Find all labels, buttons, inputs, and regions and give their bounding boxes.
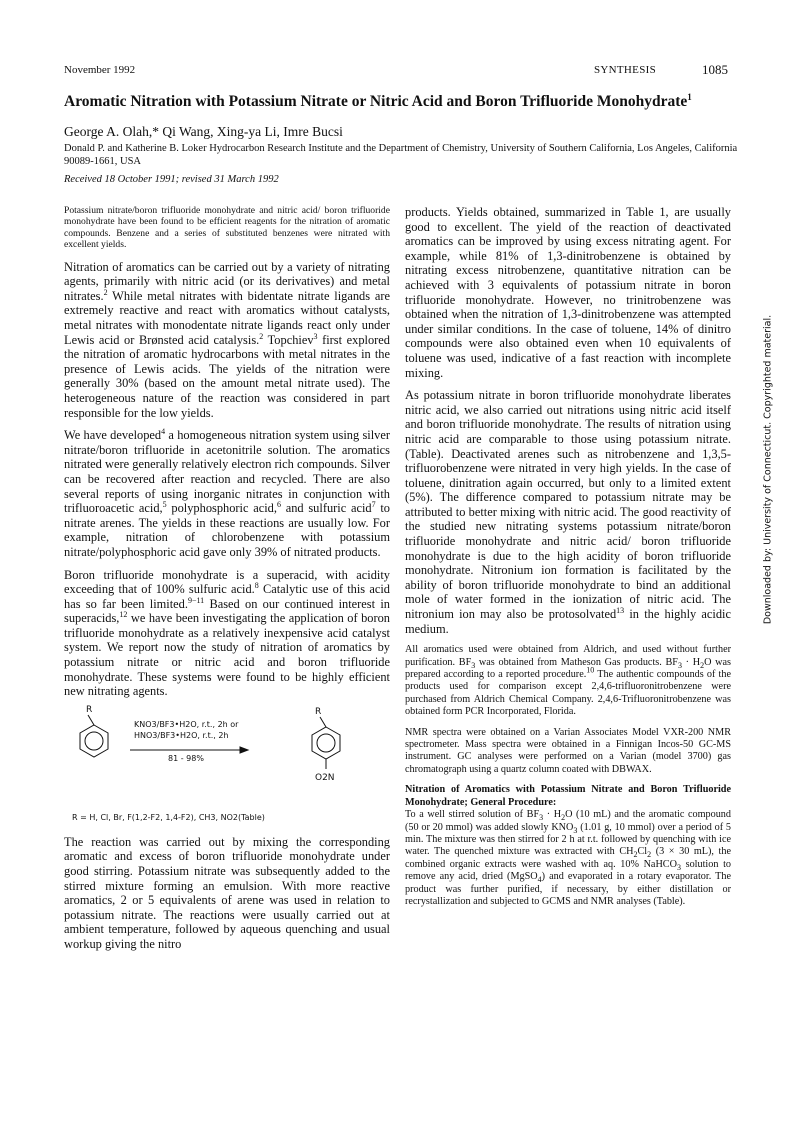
header-date: November 1992 [64, 64, 136, 76]
experimental-instruments: NMR spectra were obtained on a Varian Associates Model VXR-200 NMR spectrometer. Mass spectra were obtained in a Finnigan Incos-50 GC-MS instrument. GC analyses were performed on a Varian (model 3700) gas chromatograph using a quartz column coated with DBWAX. [405, 726, 731, 775]
body-paragraph: As potassium nitrate in boron trifluoride monohydrate liberates nitric acid, we also carried out nitrations using nitric acid itself and boron trifluoride monohydrate. The results of nitration using nitric acid are comparable to those using potassium nitrate. (Table). Deactivated arenes such as nitrobenzene and 1,3,5-trifluorobenzene were nitrated in very high yields. In the case of toluene, dinitration again occurred, but only to a limited extent (5%). The difference compared to potassium nitrate may be attributed to better mixing with nitric acid. The good reactivity of the studied new nitrating systems potassium nitrate/boron trifluoride monohydrate and nitric acid/ boron trifluoride monohydrate is due to the high acidity of boron trifluoride monohydrate. Nitronium ion formation is facilitated by the ability of boron trifluoride monohydrate to bind an additional mole of water formed in the ionization of nitric acid. The nitronium ion may also be protosolvated$^{13}$ in the highly acidic medium. [405, 388, 731, 636]
header-journal: SYNTHESIS [594, 64, 656, 76]
reaction-scheme [64, 704, 390, 827]
substituent-list: R = H, Cl, Br, F(1,2-F2, 1,4-F2), CH3, NO2(Table) [72, 812, 265, 822]
condition-line-1: KNO3/BF3•H2O, r.t., 2h or [134, 719, 239, 729]
header-page-number: 1085 [702, 62, 728, 77]
download-notice: Downloaded by: University of Connecticut. Copyrighted material. [762, 314, 774, 625]
general-procedure: Nitration of Aromatics with Potassium Nitrate and Boron Trifluoride Monohydrate; General Procedure: To a well stirred solution of $BF_3 \cdot H_2O$ (10 mL) and the aromatic compound (50 or 20 mmol) was added slowly $KNO_3$ (1.01 g, 10 mmol) over a period of 5 min. The mixture was then stirred for 2 h at r.t. followed by quenching with ice water. The quenched mixture was extracted with $CH_2Cl_2$ (3 × 30 mL), the combined organic extracts were washed with aq. 10% NaHCO$_3$ solution to remove any acid, dried (MgSO$_4$) and evaporated in a rotary evaporator. The product was further purified, if necessary, by either distillation or recrystallization and subjected to GCMS and NMR analyses (Table). [405, 784, 732, 907]
article-title: Aromatic Nitration with Potassium Nitrate or Nitric Acid and Boron Trifluoride Monohydrate$^1$ [64, 91, 692, 110]
left-column [64, 205, 390, 960]
body-paragraph: The reaction was carried out by mixing the corresponding aromatic and excess of boron trifluoride monohydrate under good stirring. Potassium nitrate was subsequently added to the stirred mixture forming an emulsion. With more reactive aromatics, 2 or 5 equivalents of arene was used in relation to potassium nitrate. The reactions were usually carried out at ambient temperature, followed by aqueous quenching and usual workup giving the nitro [64, 834, 390, 951]
substituent-r-product: R [315, 706, 322, 717]
abstract: Potassium nitrate/boron trifluoride monohydrate and nitric acid/ boron trifluoride monohydrate have been found to be efficient reagents for the nitration of aromatic compounds. Benzene and a series of substituted benzenes were nitrated with excellent yields. [64, 205, 390, 251]
body-paragraph: products. Yields obtained, summarized in Table 1, are usually good to excellent. The yield of the reaction of deactivated aromatics can be improved by using excess nitrating agent. For example, while 81% of 1,3-dinitrobenzene is obtained by nitrating excess nitrobenzene, quantitative nitration can be achieved with 3 equivalents of potassium nitrate in boron trifluoride monohydrate. However, no trinitrobenzene was obtained when the nitration of 1,3-dinitrobenzene was attempted under similar conditions. In the case of toluene, 14% of dinitro compounds were also obtained even when 10 equivalents of toluene was used, indicative of a fast reaction with incomplete mixing. [405, 205, 731, 380]
nitro-group-label: O2N [315, 772, 335, 783]
experimental-materials: All aromatics used were obtained from Aldrich, and used without further purification. $BF_3$ was obtained from Matheson Gas products. $BF_3 \cdot H_2O$ was prepared according to a reported procedure.$^{10}$ The authentic compounds of the products used for comparison except 2,4,6-trifluoronitrobenzene were purchased from Aldrich Chemical Company. 2,4,6-Trifluoronitrobenzene was obtained form PCR Incorporated, Florida. [405, 644, 732, 718]
affiliation: Donald P. and Katherine B. Loker Hydrocarbon Research Institute and the Department of Chemistry, University of Southern California, Los Angeles, California 90089-1661, USA [64, 143, 738, 167]
right-column [405, 205, 731, 916]
body-paragraph: Nitration of aromatics can be carried out by a variety of nitrating agents, primarily with nitric acid (or its derivatives) and metal nitrates.$^2$ While metal nitrates with bidentate nitrate ligands are extremely reactive and react with aromatics without catalysts, metal nitrates with monodentate nitrate ligands react only under Lewis acid or Brønsted acid catalysis.$^2$ Topchiev$^3$ first explored the nitration of aromatic hydrocarbons with metal nitrates in the presence of Lewis acids. The yields of the nitration were generally 30% (based on the amount metal nitrate used). The heterogeneous nature of the reaction was considered in part responsible for the low yields. [64, 259, 390, 420]
authors: George A. Olah,* Qi Wang, Xing-ya Li, Imre Bucsi [64, 124, 343, 139]
body-paragraph: Boron trifluoride monohydrate is a superacid, with acidity exceeding that of 100% sulfuric acid.$^8$ Catalytic use of this acid has so far been limited.$^{9-11}$ Based on our continued interest in superacids,$^{12}$ we have been investigating the application of boron trifluoride monohydrate as a relatively inexpensive acid catalyst system. We report now the study of nitration of aromatics by potassium nitrate or nitric acid and boron trifluoride monohydrate. These systems were found to be highly efficient new nitrating agents. [64, 567, 390, 699]
received-dates: Received 18 October 1991; revised 31 March 1992 [64, 174, 279, 185]
yield-range: 81 - 98% [168, 753, 204, 763]
condition-line-2: HNO3/BF3•H2O, r.t., 2h [134, 730, 229, 740]
substituent-r-reactant: R [86, 704, 93, 715]
body-paragraph: We have developed$^4$ a homogeneous nitration system using silver nitrate/boron trifluoride in acetonitrile solution. The aromatics nitrated were generally relatively electron rich compounds. Silver can be recovered after reaction and recycled. There are also several reports of using inorganic nitrates in conjunction with trifluoroacetic acid,$^5$ polyphosphoric acid,$^6$ and sulfuric acid$^7$ to nitrate arenes. The yields in these reactions are usually low. For example, nitration of chlorobenzene with potassium nitrate/polyphosphoric acid gave only 39% of nitrated products. [64, 427, 390, 559]
